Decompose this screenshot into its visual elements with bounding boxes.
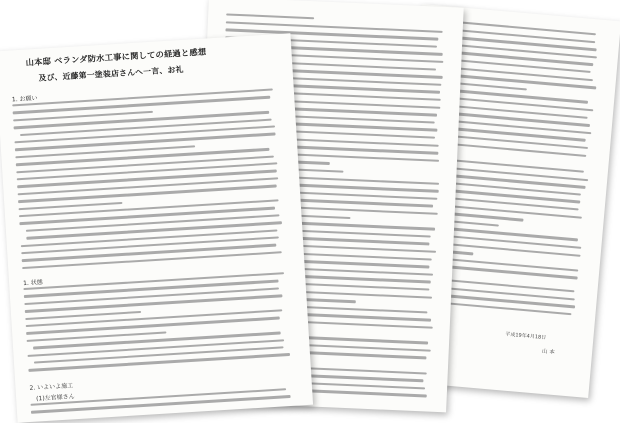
closing-date: 平成19年4月18日 (505, 331, 547, 342)
closing-signature: 山 本 (541, 348, 555, 356)
section-heading-request: 1. お願い (11, 94, 38, 104)
text-line (28, 353, 289, 371)
letter-page-1 (0, 33, 313, 422)
document-title: 山本邸 ベランダ防水工事に関しての経過と感想 (25, 46, 207, 68)
text-line (25, 295, 282, 313)
section-subheading-plasterer: (1)左官様さん (36, 393, 75, 403)
section-heading-condition: 1. 状態 (22, 278, 43, 288)
document-subtitle: 及び、近藤第一塗装店さんへ一言、お礼 (38, 64, 184, 83)
text-line (226, 13, 314, 19)
page1-body-text (0, 33, 290, 51)
section-heading-construction: 2. いよいよ施工 (29, 382, 74, 392)
